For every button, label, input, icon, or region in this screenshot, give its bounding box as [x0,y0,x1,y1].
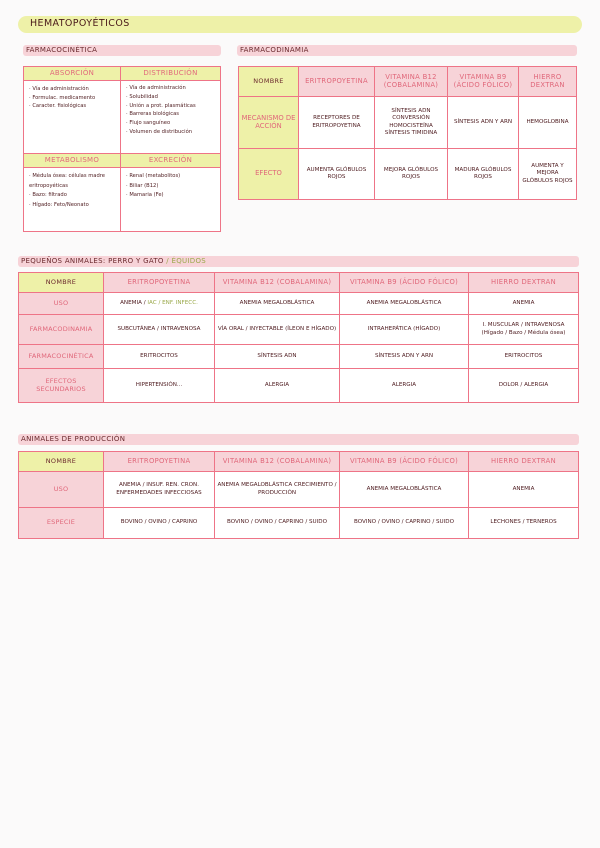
table-cell: RECEPTORES DE ERITROPOYETINA [299,97,375,149]
table-cell: I. MUSCULAR / INTRAVENOSA (Hígado / Bazo / Médula ósea) [469,315,579,345]
table-header-row [19,273,579,293]
row-label: EFECTO [239,149,299,200]
list-item: · Flujo sanguíneo [126,119,217,128]
produccion-table [18,451,579,539]
distribucion-label: DISTRIBUCIÓN [121,67,220,81]
list-item: · Médula ósea: células madre eritropoyéticas [29,172,117,191]
header-cell: ERITROPOYETINA [104,452,215,472]
pequenos-heading-extra: / ÉQUIDOS [166,257,207,265]
table-cell: AUMENTA Y MEJORA GLÓBULOS ROJOS [519,149,577,200]
header-cell: VITAMINA B9 (ÁCIDO FÓLICO) [340,452,469,472]
farmacocinetica-heading: FARMACOCINÉTICA [26,46,98,54]
list-item: · Mamaria (Fe) [126,191,217,201]
table-cell: MEJORA GLÓBULOS ROJOS [375,149,448,200]
list-item: · Barreras biológicas [126,110,217,119]
table-cell: ANEMIA MEGALOBLÁSTICA CRECIMIENTO / PRODUCCIÓN [215,472,340,508]
row-label: FARMACODINAMIA [19,315,104,345]
metabolismo-list [29,172,117,210]
table-cell: MADURA GLÓBULOS ROJOS [448,149,519,200]
absorcion-list [29,85,117,111]
row-label: MECANISMO DE ACCIÓN [239,97,299,149]
list-item: · Formulac. medicamento [29,94,117,103]
row-label: FARMACOCINÉTICA [19,345,104,369]
excrecion-list [126,172,217,201]
list-item: · Volumen de distribución [126,128,217,137]
header-cell: VITAMINA B9 (ÁCIDO FÓLICO) [448,67,519,97]
table-row [19,293,579,315]
excrecion-label: EXCRECIÓN [121,154,220,168]
table-row [19,369,579,403]
header-cell: NOMBRE [239,67,299,97]
header-cell: NOMBRE [19,452,104,472]
table-cell [104,293,215,315]
table-cell: VÍA ORAL / INYECTABLE (ÍLEON E HÍGADO) [215,315,340,345]
table-cell: LECHONES / TERNEROS [469,508,579,539]
list-item: · Biliar (B12) [126,182,217,192]
row-label: USO [19,293,104,315]
pequenos-table [18,272,579,403]
farmacodinamia-heading: FARMACODINAMIA [240,46,309,54]
list-item: · Solubilidad [126,93,217,102]
table-cell: SÍNTESIS ADN Y ARN [340,345,469,369]
list-item: · Renal (metabolitos) [126,172,217,182]
table-cell: BOVINO / OVINO / CAPRINO / SUIDO [340,508,469,539]
pequenos-heading: PEQUEÑOS ANIMALES: PERRO Y GATO [21,257,164,265]
table-cell: BOVINO / OVINO / CAPRINO [104,508,215,539]
table-cell: INTRAHEPÁTICA (HÍGADO) [340,315,469,345]
absorcion-label: ABSORCIÓN [24,67,120,81]
table-header-row [239,67,577,97]
metabolismo-cell [24,154,120,231]
distribucion-cell [121,67,220,153]
list-item: · Vía de administración [126,84,217,93]
table-cell: ANEMIA [469,472,579,508]
excrecion-cell [121,154,220,231]
header-cell: VITAMINA B12 (COBALAMINA) [215,452,340,472]
table-cell: ANEMIA MEGALOBLÁSTICA [340,472,469,508]
distribucion-list [126,84,217,137]
table-cell: SÍNTESIS ADN CONVERSIÓN HOMOCISTEÍNA SÍNTESIS TIMIDINA [375,97,448,149]
table-cell: DOLOR / ALERGIA [469,369,579,403]
table-row [239,97,577,149]
table-cell: BOVINO / OVINO / CAPRINO / SUIDO [215,508,340,539]
header-cell: ERITROPOYETINA [104,273,215,293]
list-item: · Unión a prot. plasmáticas [126,102,217,111]
header-cell: HIERRO DEXTRAN [469,273,579,293]
table-row [19,315,579,345]
table-cell: SÍNTESIS ADN Y ARN [448,97,519,149]
table-cell: ANEMIA [469,293,579,315]
table-cell: ANEMIA MEGALOBLÁSTICA [215,293,340,315]
table-cell: AUMENTA GLÓBULOS ROJOS [299,149,375,200]
uso-epo-extra: IAC / ENF. INFECC. [147,299,198,306]
uso-epo-text: ANEMIA / [120,299,146,306]
header-cell: ERITROPOYETINA [299,67,375,97]
header-cell: HIERRO DEXTRAN [519,67,577,97]
table-row [239,149,577,200]
farmacocinetica-box [23,66,221,232]
row-label: EFECTOS SECUNDARIOS [19,369,104,403]
list-item: · Vía de administración [29,85,117,94]
table-row [19,345,579,369]
row-label: USO [19,472,104,508]
page-title: HEMATOPOYÉTICOS [30,18,130,29]
farmacodinamia-table [238,66,577,200]
header-cell: NOMBRE [19,273,104,293]
produccion-heading: ANIMALES DE PRODUCCIÓN [21,435,126,443]
table-cell: ANEMIA MEGALOBLÁSTICA [340,293,469,315]
table-cell: ERITROCITOS [104,345,215,369]
list-item: · Caracter. fisiológicas [29,102,117,111]
table-header-row [19,452,579,472]
table-cell: SUBCUTÁNEA / INTRAVENOSA [104,315,215,345]
absorcion-cell [24,67,120,153]
table-cell: ERITROCITOS [469,345,579,369]
list-item: · Bazo: filtrado [29,191,117,201]
row-label: ESPECIE [19,508,104,539]
header-cell: HIERRO DEXTRAN [469,452,579,472]
table-row [19,472,579,508]
table-cell: ALERGIA [340,369,469,403]
pequenos-heading-wrap [21,257,206,265]
list-item: · Hígado: Feto/Neonato [29,201,117,211]
table-cell: HIPERTENSIÓN... [104,369,215,403]
table-cell: ALERGIA [215,369,340,403]
table-cell: ANEMIA / INSUF. REN. CRON. ENFERMEDADES INFECCIOSAS [104,472,215,508]
header-cell: VITAMINA B9 (ÁCIDO FÓLICO) [340,273,469,293]
header-cell: VITAMINA B12 (COBALAMINA) [215,273,340,293]
table-cell: SÍNTESIS ADN [215,345,340,369]
table-row [19,508,579,539]
table-cell: HEMOGLOBINA [519,97,577,149]
header-cell: VITAMINA B12 (COBALAMINA) [375,67,448,97]
metabolismo-label: METABOLISMO [24,154,120,168]
